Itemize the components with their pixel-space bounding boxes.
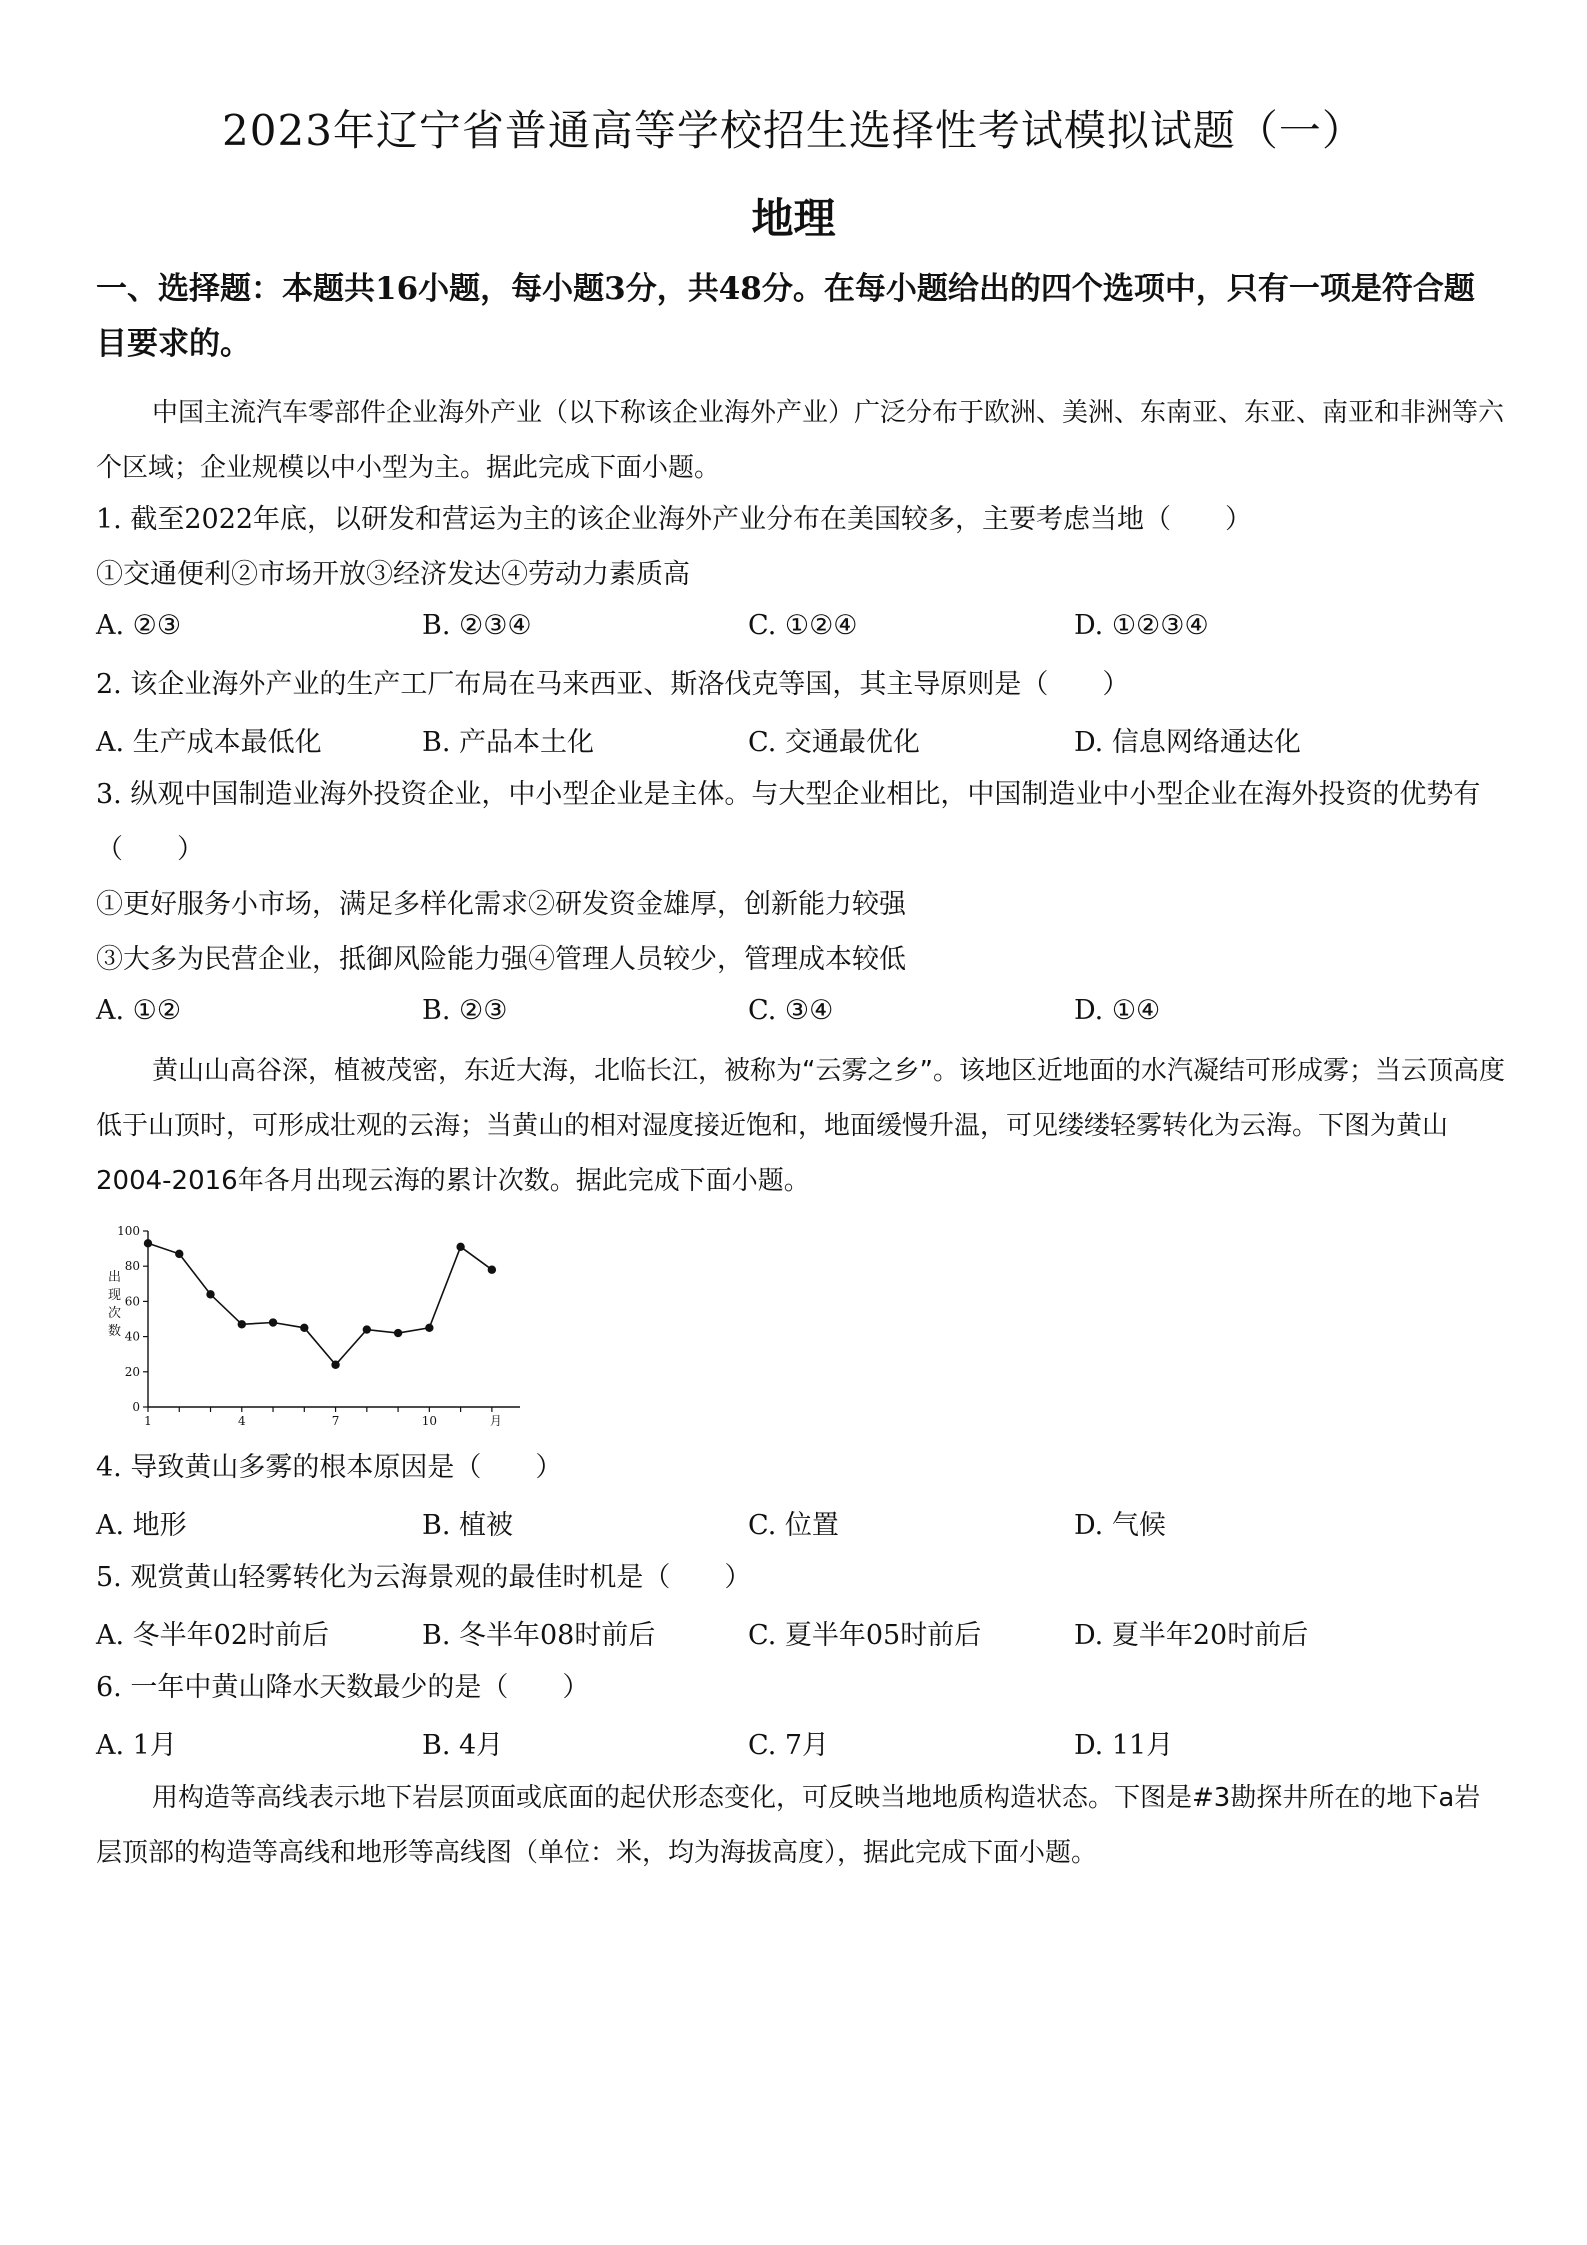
y-tick-label: 100 xyxy=(117,1224,140,1238)
x-unit-label: 月 xyxy=(489,1414,502,1428)
data-point xyxy=(175,1250,183,1258)
cloud-sea-line-chart xyxy=(100,1215,540,1435)
data-point xyxy=(144,1239,152,1247)
question-3-stem: 3. 纵观中国制造业海外投资企业，中小型企业是主体。与大型企业相比，中国制造业中小型企业在海外投资的优势有（ ） xyxy=(96,779,1481,865)
option-d[interactable]: D. 夏半年20时前后 xyxy=(1074,1620,1309,1651)
option-b[interactable]: B. 产品本土化 xyxy=(422,727,595,758)
option-c[interactable]: C. 夏半年05时前后 xyxy=(748,1620,982,1651)
x-tick-label: 4 xyxy=(237,1414,246,1428)
option-d[interactable]: D. ①②③④ xyxy=(1074,610,1209,641)
option-d[interactable]: D. ①④ xyxy=(1074,995,1161,1026)
question-6-options xyxy=(96,1723,1516,1773)
question-4-options xyxy=(96,1503,1516,1553)
chart-points xyxy=(144,1239,496,1369)
option-d[interactable]: D. 信息网络通达化 xyxy=(1074,727,1301,758)
y-label-char: 现 xyxy=(108,1288,122,1303)
question-2-stem: 2. 该企业海外产业的生产工厂布局在马来西亚、斯洛伐克等国，其主导原则是（ ） xyxy=(96,669,1130,700)
data-point xyxy=(331,1361,339,1369)
option-a[interactable]: A. 冬半年02时前后 xyxy=(96,1620,330,1651)
y-label-char: 出 xyxy=(108,1270,122,1285)
y-label-char: 次 xyxy=(108,1306,122,1321)
option-b[interactable]: B. 冬半年08时前后 xyxy=(422,1620,656,1651)
option-c[interactable]: C. 位置 xyxy=(748,1510,839,1541)
option-c[interactable]: C. 7月 xyxy=(748,1730,830,1761)
question-2-options xyxy=(96,720,1516,770)
option-a[interactable]: A. ②③ xyxy=(96,610,182,641)
option-b[interactable]: B. 4月 xyxy=(422,1730,504,1761)
data-point xyxy=(456,1243,464,1251)
chart-x-ticks xyxy=(144,1407,502,1428)
x-tick-label: 10 xyxy=(421,1414,437,1428)
option-a[interactable]: A. ①② xyxy=(96,995,182,1026)
option-a[interactable]: A. 1月 xyxy=(96,1730,177,1761)
question-1-stem: 1. 截至2022年底，以研发和营运为主的该企业海外产业分布在美国较多，主要考虑当地（ ） xyxy=(96,504,1253,535)
y-tick-label: 60 xyxy=(124,1294,140,1309)
x-tick-label: 7 xyxy=(331,1414,340,1428)
y-tick-label: 0 xyxy=(132,1400,140,1414)
question-3-statements-2: ③大多为民营企业，抵御风险能力强④管理人员较少，管理成本较低 xyxy=(96,944,906,975)
y-tick-label: 80 xyxy=(124,1259,140,1274)
question-3-options xyxy=(96,995,1516,1045)
chart-axes xyxy=(148,1231,520,1407)
question-4-stem: 4. 导致黄山多雾的根本原因是（ ） xyxy=(96,1452,563,1483)
data-point xyxy=(206,1290,214,1298)
question-3-statements-1: ①更好服务小市场，满足多样化需求②研发资金雄厚，创新能力较强 xyxy=(96,889,906,920)
option-d[interactable]: D. 气候 xyxy=(1074,1510,1166,1541)
exam-title: 2023年辽宁省普通高等学校招生选择性考试模拟试题（一） xyxy=(222,106,1365,155)
x-tick-label: 1 xyxy=(144,1414,152,1428)
question-5-options xyxy=(96,1613,1516,1663)
data-point xyxy=(488,1266,496,1274)
y-tick-label: 40 xyxy=(124,1329,140,1344)
option-b[interactable]: B. ②③④ xyxy=(422,610,532,641)
question-6-stem: 6. 一年中黄山降水天数最少的是（ ） xyxy=(96,1672,590,1703)
passage-huangshan: 黄山山高谷深，植被茂密，东近大海，北临长江，被称为“云雾之乡”。该地区近地面的水汽凝结可形成雾；当云顶高度低于山顶时，可形成壮观的云海；当黄山的相对湿度接近饱和，地面缓慢升温，可见缕缕轻雾转化为云海。下图为黄山2004-2016年各月出现云海的累计次数。据此完成下面小题。 xyxy=(96,1056,1505,1196)
option-a[interactable]: A. 生产成本最低化 xyxy=(96,727,322,758)
data-point xyxy=(238,1320,246,1328)
section-heading: 一、选择题：本题共16小题，每小题3分，共48分。在每小题给出的四个选项中，只有一项是符合题目要求的。 xyxy=(96,271,1475,362)
data-point xyxy=(394,1329,402,1337)
option-d[interactable]: D. 11月 xyxy=(1074,1730,1174,1761)
data-point xyxy=(269,1318,277,1326)
chart-series-line xyxy=(148,1243,492,1365)
data-point xyxy=(300,1324,308,1332)
question-5-stem: 5. 观赏黄山轻雾转化为云海景观的最佳时机是（ ） xyxy=(96,1562,752,1593)
option-c[interactable]: C. 交通最优化 xyxy=(748,727,920,758)
y-tick-label: 20 xyxy=(124,1364,140,1379)
data-point xyxy=(363,1325,371,1333)
y-label-char: 数 xyxy=(108,1324,122,1339)
option-b[interactable]: B. 植被 xyxy=(422,1510,514,1541)
question-1-options xyxy=(96,610,1516,660)
passage-structure-contours: 用构造等高线表示地下岩层顶面或底面的起伏形态变化，可反映当地地质构造状态。下图是#3勘探井所在的地下a岩层顶部的构造等高线和地形等高线图（单位：米，均为海拔高度），据此完成下面小题。 xyxy=(96,1783,1481,1868)
question-1-statements: ①交通便利②市场开放③经济发达④劳动力素质高 xyxy=(96,559,690,590)
passage-auto-parts: 中国主流汽车零部件企业海外产业（以下称该企业海外产业）广泛分布于欧洲、美洲、东南亚、东亚、南亚和非洲等六个区域；企业规模以中小型为主。据此完成下面小题。 xyxy=(96,398,1505,483)
option-a[interactable]: A. 地形 xyxy=(96,1510,187,1541)
data-point xyxy=(425,1324,433,1332)
subject-title: 地理 xyxy=(751,194,836,243)
chart-y-ticks xyxy=(117,1224,148,1414)
option-b[interactable]: B. ②③ xyxy=(422,995,508,1026)
chart-y-axis-label xyxy=(108,1269,121,1339)
option-c[interactable]: C. ③④ xyxy=(748,995,834,1026)
option-c[interactable]: C. ①②④ xyxy=(748,610,858,641)
